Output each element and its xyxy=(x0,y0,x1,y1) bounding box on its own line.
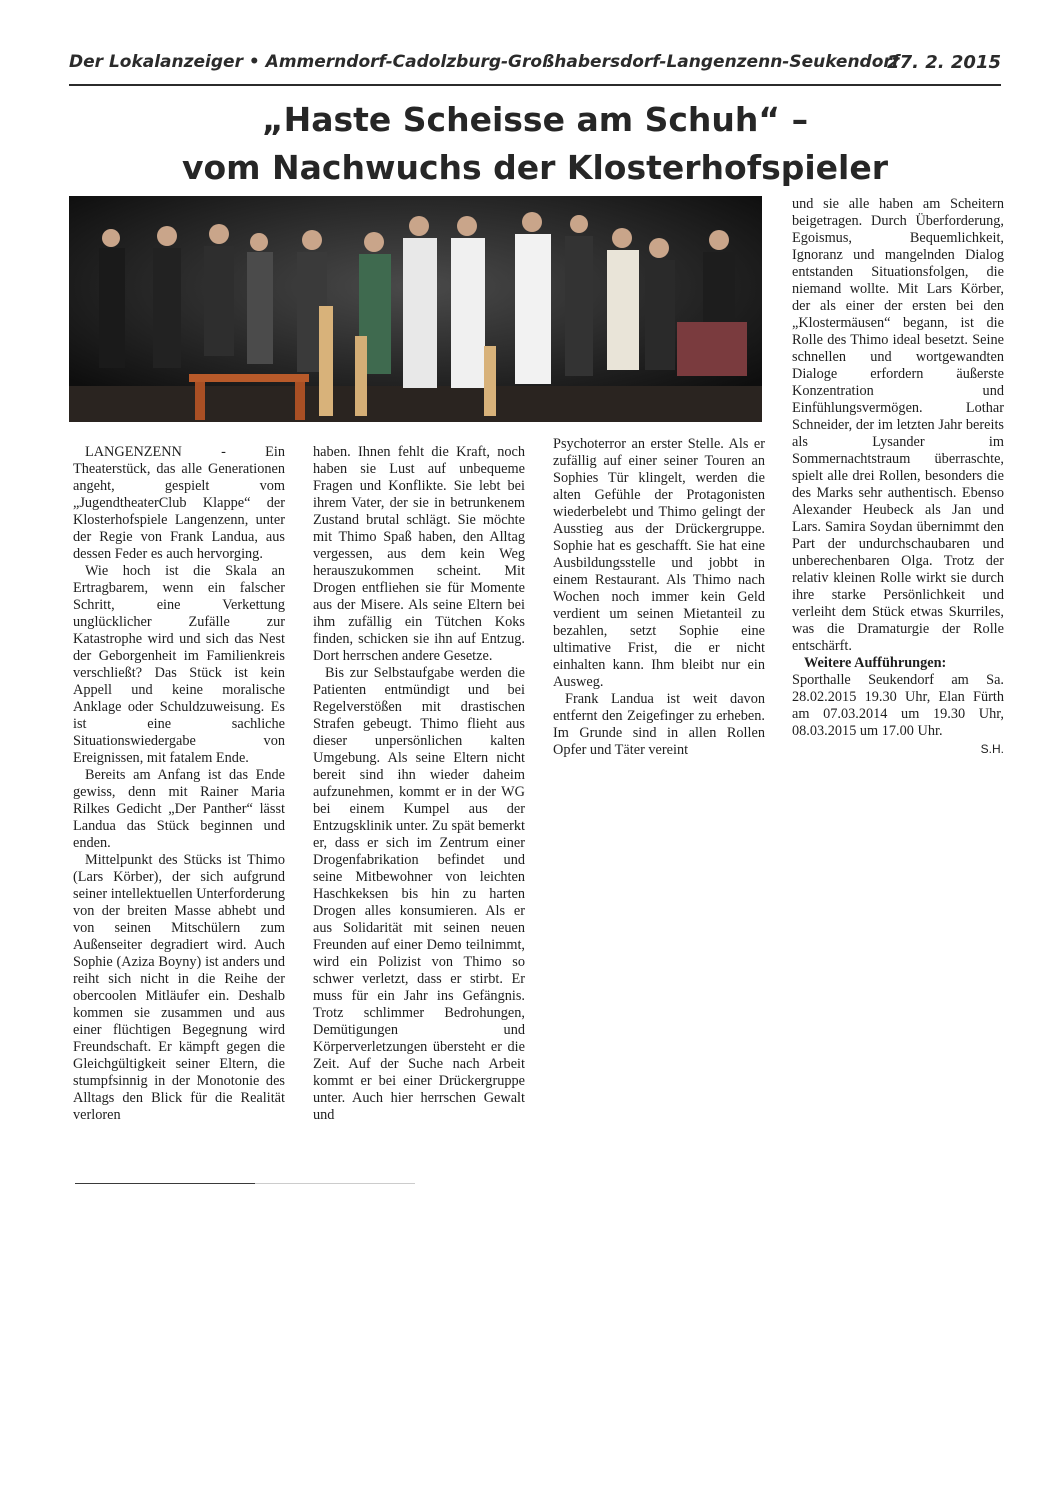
article-column-1 xyxy=(73,444,285,1124)
performances-text: Sporthalle Seukendorf am Sa. 28.02.2015 19.30 Uhr, Elan Fürth am 07.03.2014 um 19.30 Uhr, 08.03.2015 um 17.00 Uhr. xyxy=(792,672,1004,739)
paragraph: LANGENZENN - Ein Theaterstück, das alle Generationen angeht, gespielt vom „JugendtheaterClub Klappe“ der Klosterhofspiele Langenzenn, unter der Regie von Frank Landua, aus dessen Feder es auch hervorging. xyxy=(73,444,285,562)
paragraph: Bereits am Anfang ist das Ende gewiss, denn mit Rainer Maria Rilkes Gedicht „Der Panther“ lässt Landua das Stück beginnen und enden. xyxy=(73,767,285,851)
paragraph: haben. Ihnen fehlt die Kraft, noch haben sie Lust auf unbequeme Fragen und Konflikte. Sie lebt bei ihrem Vater, der sie in betrunkenem Zustand brutal schlägt. Sie möchte mit Thimo Spaß haben, den Alltag vergessen, aus dem kein Weg herauszukommen scheint. Mit Drogen entfliehen sie für Momente aus der Misere. Als seine Eltern bei ihm zufällig ein Tütchen Koks finden, schicken sie ihn auf Entzug. Dort herrschen andere Gesetze. xyxy=(313,444,525,664)
headline xyxy=(140,96,930,192)
paragraph: Wie hoch ist die Skala an Ertragbarem, wenn ein falscher Schritt, eine Verkettung unglücklicher Zufälle zur Katastrophe wird und sich das Nest der Geborgenheit im Familienkreis verschließt? Das Stück ist kein Appell und keine moralische Anklage oder Schuldzuweisung. Es ist eine sachliche Situationswiedergabe von Ereignissen, mit fatalem Ende. xyxy=(73,563,285,766)
issue-date: 27. 2. 2015 xyxy=(887,52,1001,73)
stage-photo-illustration xyxy=(69,196,762,422)
article-column-4 xyxy=(792,196,1004,758)
performances-heading: Weitere Aufführungen: xyxy=(804,655,947,671)
paragraph: Psychoterror an erster Stelle. Als er zufällig auf einer seiner Touren an Sophies Tür klingelt, werden die alten Gefühle der Protagonisten wiederbelebt und Thimo gelingt der Ausstieg aus der Drückergruppe. Sophie hat es geschafft. Sie hat eine Ausbildungsstelle und jobbt in einem Restaurant. Als Thimo nach Wochen noch immer kein Geld verdient um seinen Mietanteil zu bezahlen, setzt Sophie eine ultimative Frist, die er nicht einhalten kann. Ihm bleibt nur ein Ausweg. xyxy=(553,436,765,690)
headline-line-2: vom Nachwuchs der Klosterhofspieler xyxy=(181,148,888,187)
article-column-2 xyxy=(313,444,525,1124)
bottom-rule-faint xyxy=(255,1183,415,1184)
stage-photo xyxy=(69,196,762,422)
bottom-rule xyxy=(75,1183,255,1184)
article-column-3 xyxy=(553,436,765,759)
headline-line-1: „Haste Scheisse am Schuh“ – xyxy=(261,100,809,139)
masthead-rule xyxy=(69,84,1001,86)
author-signature: S.H. xyxy=(980,742,1004,756)
publication-name: Der Lokalanzeiger • Ammerndorf-Cadolzburg-Großhabersdorf-Langenzenn-Seukendorf xyxy=(69,52,900,72)
paragraph: Mittelpunkt des Stücks ist Thimo (Lars Körber), der sich aufgrund seiner intellektuellen Unterforderung von der breiten Masse abhebt und von seinen Mitschülern zum Außenseiter degradiert wird. Auch Sophie (Aziza Boyny) ist anders und reiht sich nicht in die Reihe der obercoolen Mitläufer ein. Deshalb kommen sie zusammen und aus einer flüchtigen Begegnung wird Freundschaft. Er kämpft gegen die Gleichgültigkeit seiner Eltern, die stumpfsinnig in der Monotonie des Alltags den Blick für die Realität verloren xyxy=(73,852,285,1123)
paragraph: Frank Landua ist weit davon entfernt den Zeigefinger zu erheben. Im Grunde sind in allen Rollen Opfer und Täter vereint xyxy=(553,691,765,758)
masthead xyxy=(69,52,1001,78)
paragraph: und sie alle haben am Scheitern beigetragen. Durch Überforderung, Egoismus, Bequemlichkeit, Ignoranz und mangelnden Dialog entstanden Situationsfolgen, die niemand wollte. Mit Lars Körber, der als einer der ersten bei den „Klostermäusen“ begann, ist die Rolle des Thimo ideal besetzt. Seine schnellen und wortgewandten Dialoge erfordern äußerste Konzentration und Einfühlungsvermögen. Lothar Schneider, der im letzten Jahr bereits als Lysander im Sommernachtstraum überraschte, spielt alle drei Rollen, besonders die des Marks sehr authentisch. Ebenso Alexander Heubeck als Jan und Lars. Samira Soydan übernimmt den Part der undurchschaubaren und unberechenbaren Olga. Trotz der relativ kleinen Rolle wirkt sie durch ihre starke Persönlichkeit und verleiht dem Stück etwas Skurriles, was die Dramaturgie der Rolle entschärft. xyxy=(792,196,1004,654)
paragraph: Bis zur Selbstaufgabe werden die Patienten entmündigt und bei Regelverstößen mit drastischen Strafen gebeugt. Thimo flieht aus dieser unpersönlichen kalten Umgebung. Als seine Eltern nicht bereit sind ihn wieder daheim aufzunehmen, kommt er in der WG bei einem Kumpel aus der Entzugsklinik unter. Zu spät bemerkt er, dass er sich im Zentrum einer Drogenfabrikation befindet und seine Mitbewohner von leichten Haschkeksen bis hin zu harten Drogen alles konsumieren. Als er aus Solidarität mit seinen neuen Freunden auf einer Demo teilnimmt, wird ein Polizist von Thimo so schwer verletzt, dass er stirbt. Er muss für ein Jahr ins Gefängnis. Trotz schlimmer Bedrohungen, Demütigungen und Körperverletzungen übersteht er die Zeit. Auf der Suche nach Arbeit kommt er bei einer Drückergruppe unter. Auch hier herrschen Gewalt und xyxy=(313,665,525,1123)
